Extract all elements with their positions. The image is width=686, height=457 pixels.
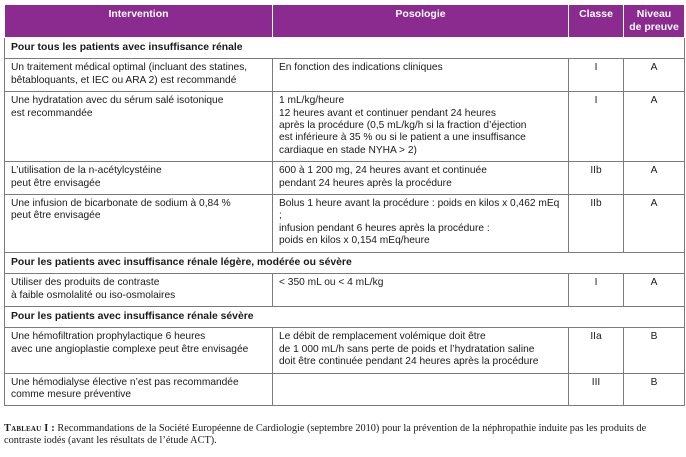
niveau-cell: A bbox=[624, 92, 685, 162]
section-row bbox=[5, 252, 685, 273]
posologie-cell-line: poids en kilos x 0,154 mEq/heure bbox=[279, 235, 430, 247]
posologie-cell bbox=[273, 162, 569, 195]
classe-cell: I bbox=[569, 274, 624, 307]
table-row bbox=[5, 373, 685, 406]
posologie-cell bbox=[273, 274, 569, 307]
niveau-cell: B bbox=[624, 328, 685, 373]
section-title: Pour les patients avec insuffisance rénale légère, modérée ou sévère bbox=[5, 252, 685, 273]
table-row bbox=[5, 328, 685, 373]
table-row bbox=[5, 162, 685, 195]
intervention-cell-line: comme mesure préventive bbox=[11, 388, 132, 400]
posologie-cell-line: après la procédure (0,5 mL/kg/h si la fraction d’éjection bbox=[279, 120, 527, 132]
section-title: Pour tous les patients avec insuffisance rénale bbox=[5, 38, 685, 59]
intervention-cell-line: Utiliser des produits de contraste bbox=[11, 277, 160, 289]
niveau-cell: A bbox=[624, 59, 685, 92]
header-posologie: Posologie bbox=[273, 5, 569, 38]
section-row bbox=[5, 306, 685, 327]
intervention-cell-line: peut être envisagée bbox=[11, 177, 101, 189]
recommendations-table-wrapper bbox=[4, 4, 684, 406]
intervention-cell bbox=[5, 195, 273, 253]
posologie-cell-line: 12 heures avant et continuer pendant 24 heures bbox=[279, 107, 496, 119]
posologie-cell bbox=[273, 328, 569, 373]
classe-cell: I bbox=[569, 59, 624, 92]
niveau-cell: A bbox=[624, 195, 685, 253]
niveau-cell: A bbox=[624, 162, 685, 195]
posologie-cell bbox=[273, 195, 569, 253]
posologie-cell-line: 1 mL/kg/heure bbox=[279, 95, 345, 107]
posologie-cell bbox=[273, 59, 569, 92]
posologie-cell-line: En fonction des indications cliniques bbox=[279, 62, 443, 74]
section-row bbox=[5, 38, 685, 59]
niveau-cell: A bbox=[624, 274, 685, 307]
table-row bbox=[5, 59, 685, 92]
niveau-cell: B bbox=[624, 373, 685, 406]
intervention-cell-line: Une hydratation avec du sérum salé isotonique bbox=[11, 95, 224, 107]
intervention-cell bbox=[5, 328, 273, 373]
posologie-cell-line: infusion pendant 6 heures après la procédure : bbox=[279, 222, 490, 234]
intervention-cell bbox=[5, 373, 273, 406]
posologie-cell-line: Bolus 1 heure avant la procédure : poids en kilos x 0,462 mEq ; bbox=[279, 198, 560, 222]
header-niveau-line2: de preuve bbox=[629, 21, 679, 33]
caption-label: Tableau I : bbox=[4, 423, 55, 434]
posologie-cell-line: pendant 24 heures après la procédure bbox=[279, 177, 452, 189]
intervention-cell-line: Une hémodialyse élective n’est pas recommandée bbox=[11, 376, 239, 388]
intervention-cell-line: est recommandée bbox=[11, 107, 93, 119]
intervention-cell-line: Un traitement médical optimal (incluant des statines, bbox=[11, 62, 248, 74]
intervention-cell bbox=[5, 92, 273, 162]
posologie-cell-line: Le débit de remplacement volémique doit être bbox=[279, 331, 486, 343]
recommendations-table bbox=[4, 4, 685, 406]
classe-cell: IIa bbox=[569, 328, 624, 373]
intervention-cell-line: avec une angioplastie complexe peut être envisagée bbox=[11, 343, 249, 355]
intervention-cell bbox=[5, 162, 273, 195]
posologie-cell-line: est inférieure à 35 % ou si le patient a une insuffisance bbox=[279, 132, 526, 144]
classe-cell: IIb bbox=[569, 195, 624, 253]
intervention-cell-line: à faible osmolalité ou iso-osmolaires bbox=[11, 289, 176, 301]
intervention-cell-line: bêtabloquants, et IEC ou ARA 2) est recommandé bbox=[11, 74, 237, 86]
intervention-cell-line: Une infusion de bicarbonate de sodium à 0,84 % bbox=[11, 198, 231, 210]
table-row bbox=[5, 274, 685, 307]
posologie-cell bbox=[273, 373, 569, 406]
table-header-row bbox=[5, 5, 685, 38]
header-niveau-line1: Niveau bbox=[636, 8, 672, 20]
posologie-cell-line: 600 à 1 200 mg, 24 heures avant et continuée bbox=[279, 165, 487, 177]
posologie-cell-line: doit être continuée pendant 24 heures après la procédure bbox=[279, 356, 539, 368]
posologie-cell-line: < 350 mL ou < 4 mL/kg bbox=[279, 277, 384, 289]
posologie-cell bbox=[273, 92, 569, 162]
table-body bbox=[5, 38, 685, 406]
header-intervention: Intervention bbox=[5, 5, 273, 38]
posologie-cell-line: cardiaque en stade NYHA > 2) bbox=[279, 144, 417, 156]
classe-cell: IIb bbox=[569, 162, 624, 195]
header-classe: Classe bbox=[569, 5, 624, 38]
intervention-cell-line: L’utilisation de la n-acétylcystéine bbox=[11, 165, 162, 177]
intervention-cell bbox=[5, 274, 273, 307]
table-row bbox=[5, 92, 685, 162]
classe-cell: I bbox=[569, 92, 624, 162]
table-caption bbox=[4, 423, 682, 448]
table-row bbox=[5, 195, 685, 253]
intervention-cell-line: Une hémofiltration prophylactique 6 heures bbox=[11, 331, 206, 343]
section-title: Pour les patients avec insuffisance rénale sévère bbox=[5, 306, 685, 327]
posologie-cell-line: de 1 000 mL/h sans perte de poids et l’hydratation saline bbox=[279, 343, 535, 355]
intervention-cell bbox=[5, 59, 273, 92]
caption-text: Recommandations de la Société Européenne de Cardiologie (septembre 2010) pour la prévention de la néphropathie induite pas les produits de contraste iodés (avant les résultats de l’étude ACT). bbox=[4, 423, 647, 447]
intervention-cell-line: peut être envisagée bbox=[11, 210, 101, 222]
classe-cell: III bbox=[569, 373, 624, 406]
header-niveau-de-preuve bbox=[624, 5, 685, 38]
